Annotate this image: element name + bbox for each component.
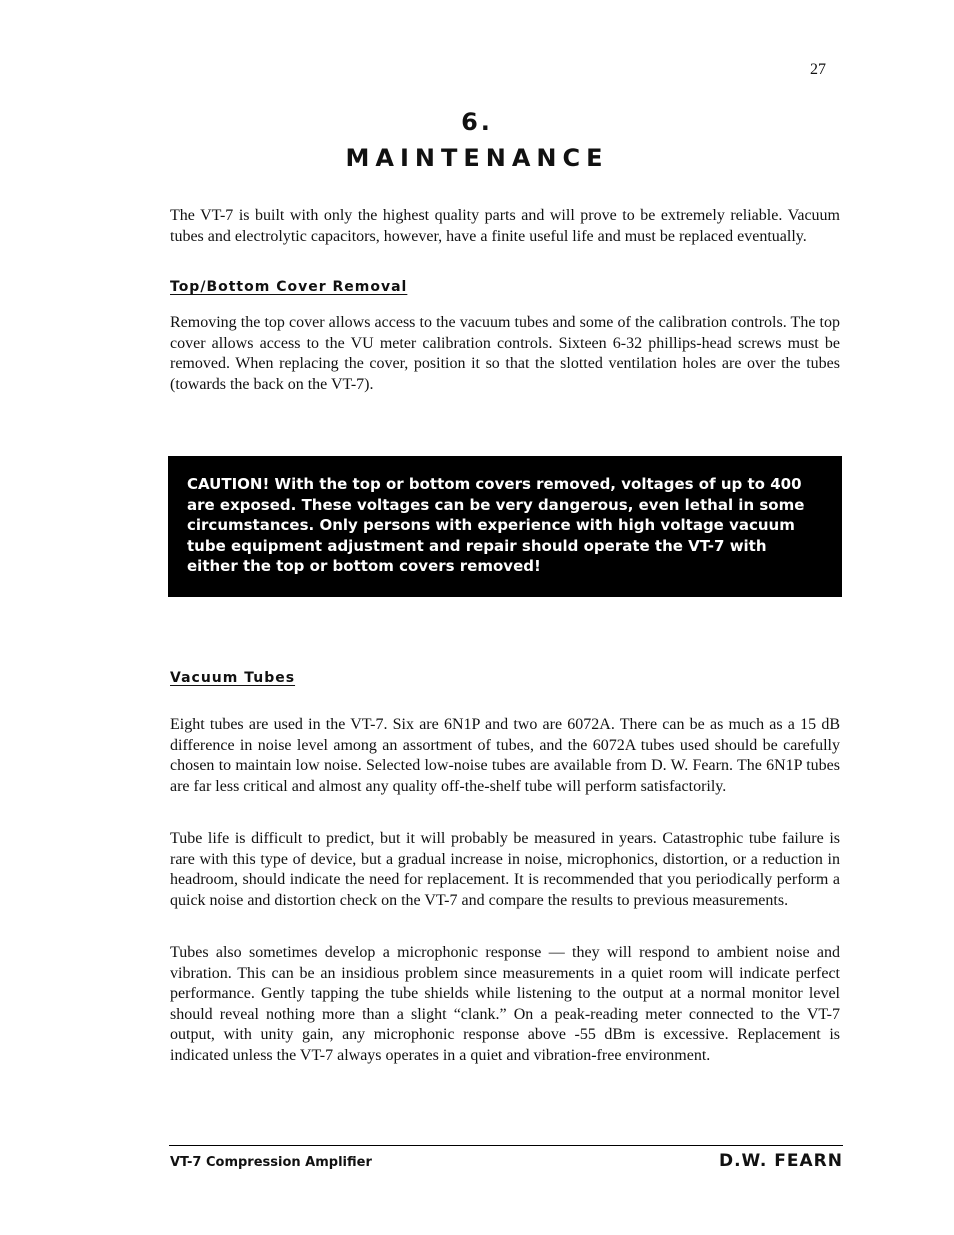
caution-text: CAUTION! With the top or bottom covers removed, voltages of up to 400 are exposed. These voltages can be very dangerous, even lethal in some circumstances. Only persons with experience with high voltage vacuum tube equipment adjustment and repair should operate the VT-7 with either the top or bottom covers removed! bbox=[187, 475, 805, 576]
chapter-title: MAINTENANCE bbox=[345, 144, 609, 172]
caution-box bbox=[168, 456, 842, 597]
cover-removal-paragraph: Removing the top cover allows access to the vacuum tubes and some of the calibration controls. The top cover allows access to the VU meter calibration controls. Sixteen 6-32 phillips-head screws must be removed. When replacing the cover, position it so that the slotted ventilation holes are over the tubes (towards the back on the VT-7). bbox=[170, 314, 840, 393]
vacuum-tubes-paragraph-1: Eight tubes are used in the VT-7. Six are 6N1P and two are 6072A. There can be as much as a 15 dB difference in noise level among an assortment of tubes, and the 6072A tubes used should be carefully chosen to maintain low noise. Selected low-noise tubes are available from D. W. Fearn. The 6N1P tubes are far less critical and almost any quality off-the-shelf tube will perform satisfactorily. bbox=[170, 716, 840, 795]
chapter-number: 6. bbox=[461, 108, 493, 136]
footer-divider bbox=[169, 1145, 843, 1146]
page-number: 27 bbox=[810, 61, 826, 78]
intro-paragraph: The VT-7 is built with only the highest quality parts and will prove to be extremely reliable. Vacuum tubes and electrolytic capacitors, however, have a finite useful life and must be replaced eventually. bbox=[170, 207, 840, 245]
footer-product-name: VT-7 Compression Amplifier bbox=[170, 1155, 372, 1170]
footer-brand: D.W. FEARN bbox=[718, 1151, 843, 1171]
vacuum-tubes-paragraph-2: Tube life is difficult to predict, but it will probably be measured in years. Catastrophic tube failure is rare with this type of device, but a gradual increase in noise, microphonics, distortion, or a reduction in headroom, should indicate the need for replacement. It is recommended that you periodically perform a quick noise and distortion check on the VT-7 and compare the results to previous measurements. bbox=[170, 830, 840, 909]
section-heading-vacuum-tubes: Vacuum Tubes bbox=[170, 670, 296, 686]
vacuum-tubes-paragraph-3: Tubes also sometimes develop a microphonic response — they will respond to ambient noise and vibration. This can be an insidious problem since measurements in a quiet room will indicate perfect performance. Gently tapping the tube shields while listening to the output at a normal monitor level should reveal nothing more than a slight “clank.” On a peak-reading meter connected to the VT-7 output, with unity gain, any microphonic response above -55 dBm is excessive. Replacement is indicated unless the VT-7 always operates in a quiet and vibration-free environment. bbox=[170, 944, 840, 1064]
section-heading-cover-removal: Top/Bottom Cover Removal bbox=[170, 279, 408, 295]
